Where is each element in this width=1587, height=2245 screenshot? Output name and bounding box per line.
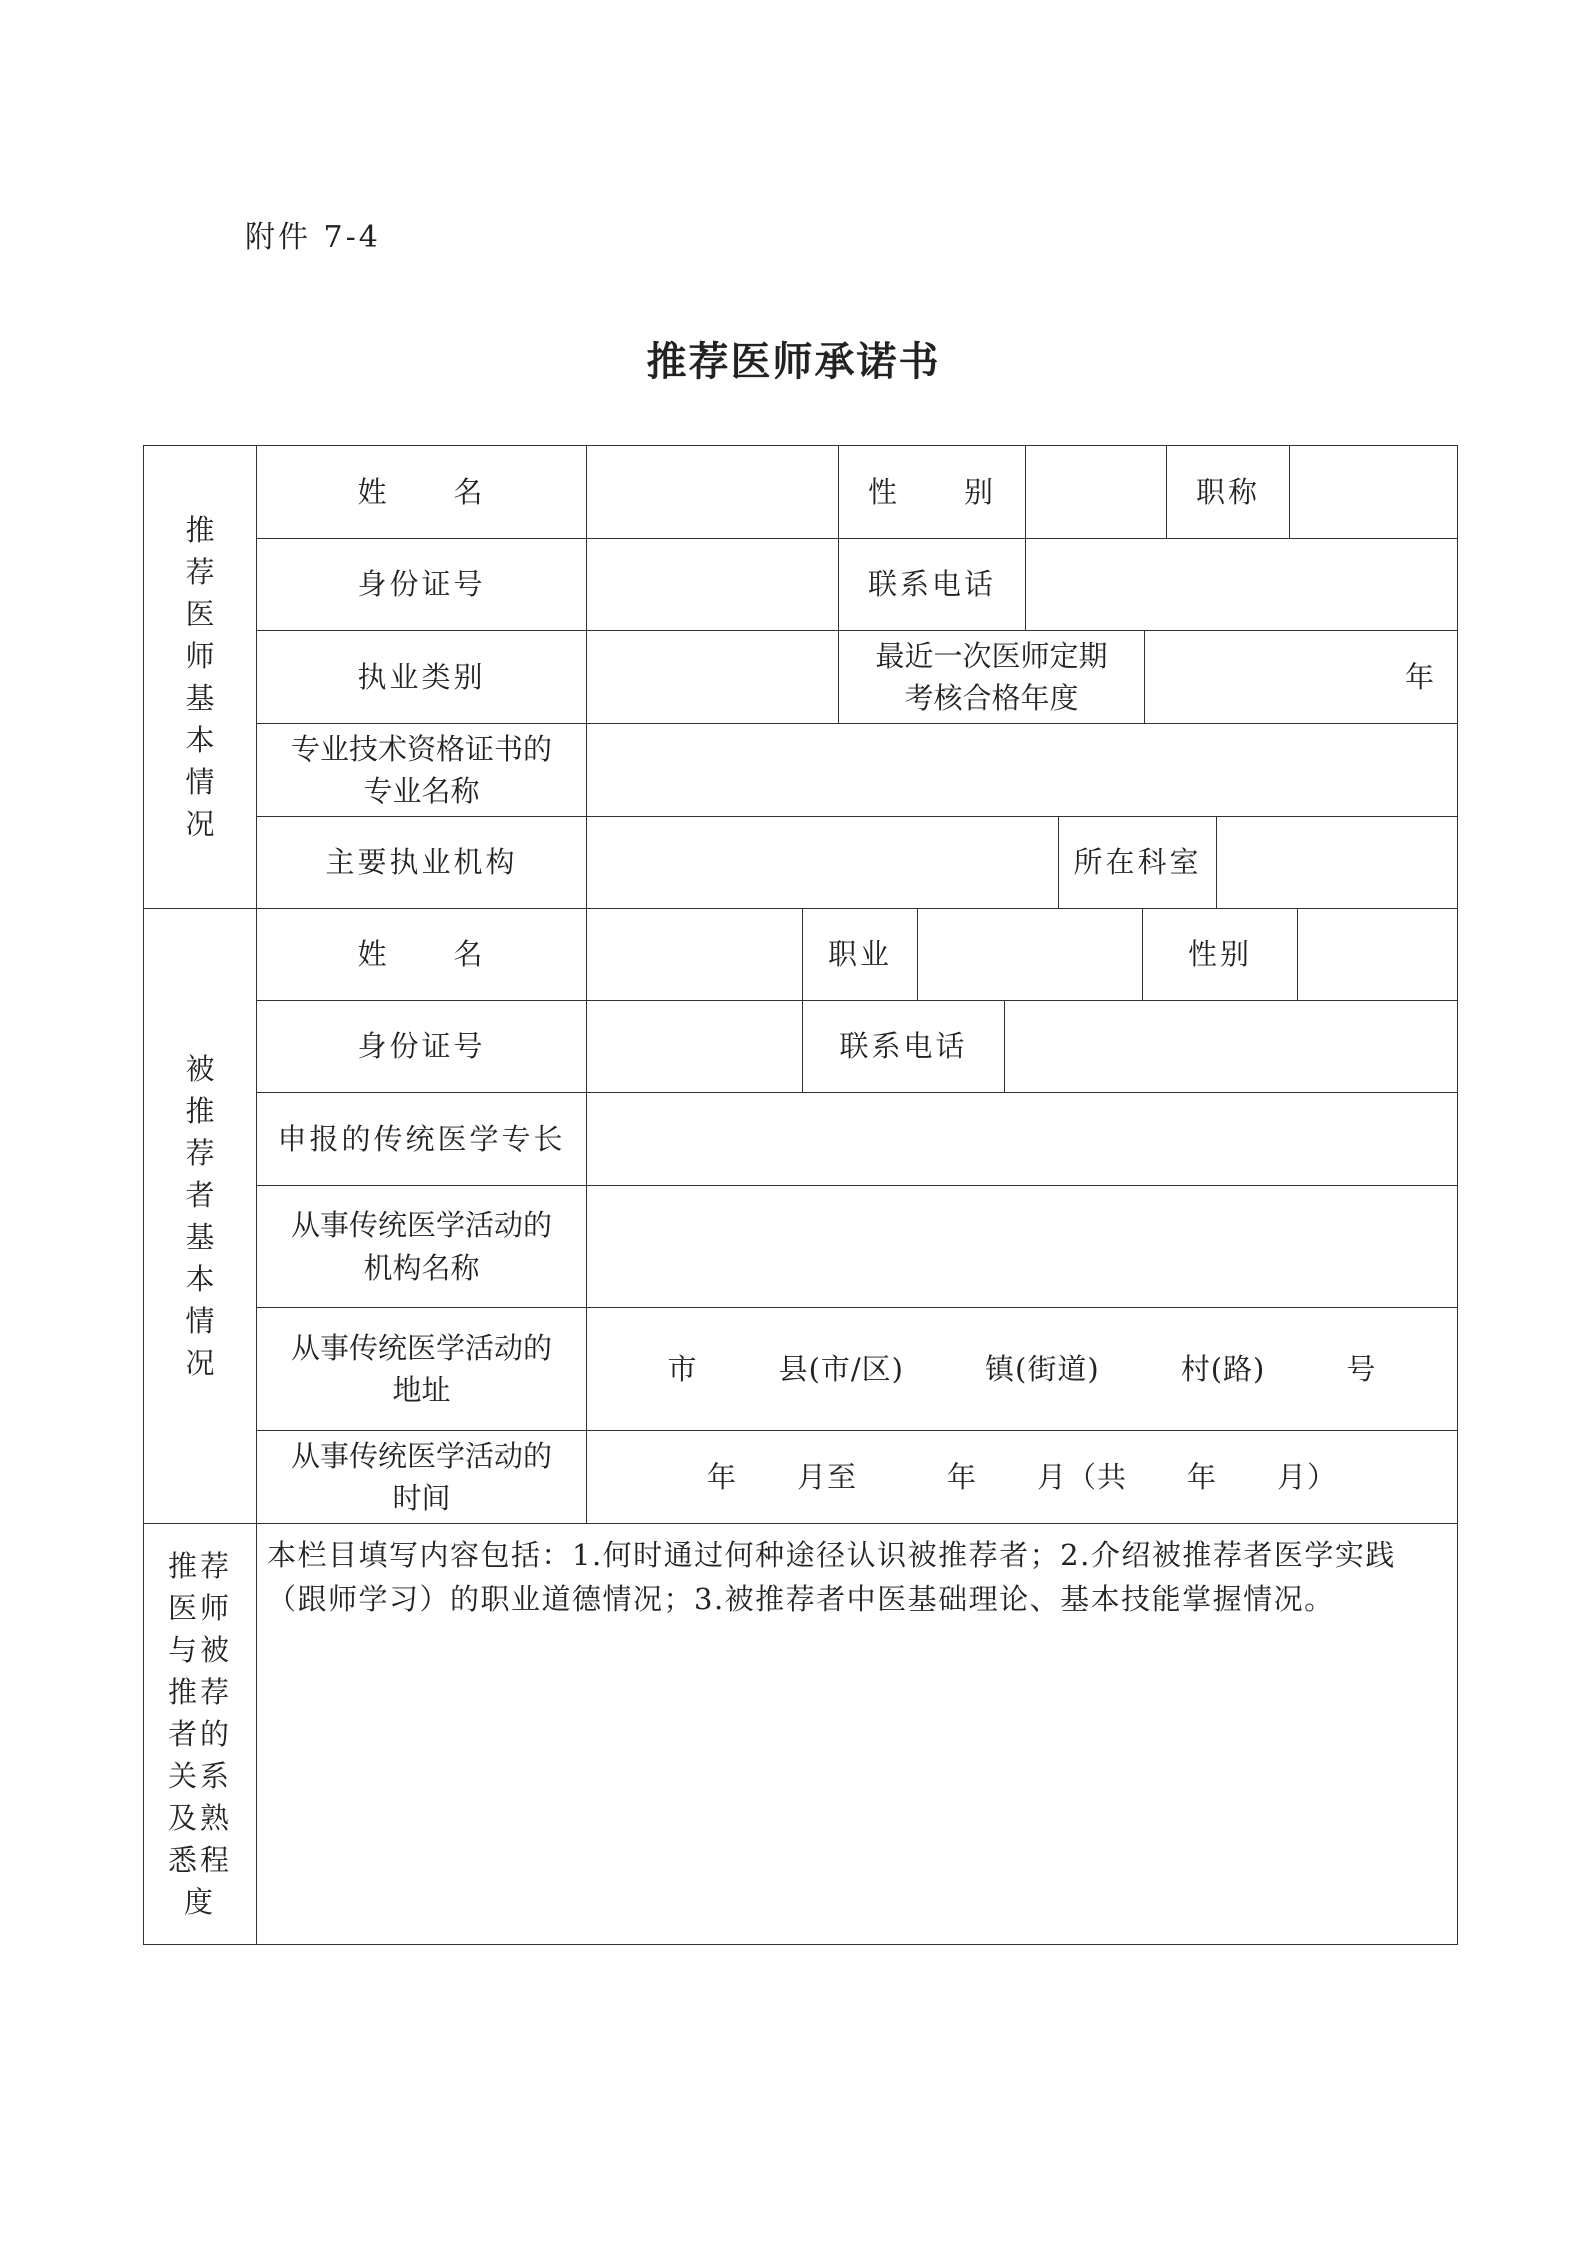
recommender-gender-field[interactable] [1025,445,1167,539]
label-char: 本 [185,1262,215,1297]
label-char: 况 [185,807,215,842]
label-char: 基 [185,681,215,715]
label-pair: 医师 [167,1590,232,1625]
cert-field[interactable] [586,723,1458,817]
label-char: 情 [185,1304,215,1339]
cert-label [256,723,587,817]
institution-field[interactable] [586,816,1059,909]
label-char: 医 [185,596,215,631]
relationship-field[interactable] [256,1523,1458,1945]
address-field[interactable] [586,1307,1458,1431]
label-pair: 推荐 [167,1674,232,1709]
occupation-label: 职业 [802,908,918,1001]
label-char: 情 [185,765,215,800]
recommender-name-label: 姓 名 [256,445,587,539]
department-field[interactable] [1216,816,1458,909]
label-pair: 及熟 [167,1801,232,1836]
recommender-section-label [143,445,257,909]
label-char: 基 [185,1220,215,1254]
department-label: 所在科室 [1058,816,1217,909]
label-pair: 度 [183,1885,216,1920]
last-review-line1: 最近一次医师定期 [875,638,1108,673]
address-line2: 地址 [392,1373,451,1407]
org-line1: 从事传统医学活动的 [290,1208,552,1243]
label-pair: 悉程 [167,1843,232,1878]
practice-category-label: 执业类别 [256,630,587,724]
recommended-id-label: 身份证号 [256,1000,587,1093]
last-review-label [838,630,1145,724]
addr-number: 号 [1346,1351,1377,1386]
cert-line1: 专业技术资格证书的 [290,731,552,766]
recommended-phone-label: 联系电话 [802,1000,1005,1093]
recommended-name-field[interactable] [586,908,803,1001]
label-char: 师 [185,638,215,673]
label-pair: 者的 [167,1716,232,1751]
label-pair: 推荐 [167,1548,232,1583]
recommender-name-field[interactable] [586,445,839,539]
recommender-id-field[interactable] [586,538,839,631]
label-char: 者 [185,1177,215,1212]
label-char: 况 [185,1346,215,1381]
addr-village: 村(路) [1180,1351,1266,1386]
occupation-field[interactable] [917,908,1143,1001]
recommended-gender-field[interactable] [1297,908,1458,1001]
recommender-title-label: 职称 [1166,445,1290,539]
label-char: 推 [185,1093,215,1128]
specialty-label: 申报的传统医学专长 [256,1092,587,1186]
relationship-section-label [143,1523,257,1945]
label-char: 推 [185,512,215,547]
last-review-line2: 考核合格年度 [904,681,1079,715]
org-line2: 机构名称 [363,1250,480,1285]
recommended-section-label [143,908,257,1524]
address-line1: 从事传统医学活动的 [290,1330,552,1365]
recommended-gender-label: 性别 [1142,908,1298,1001]
attachment-label: 附件 7-4 [245,220,381,255]
addr-town: 镇(街道) [985,1351,1100,1386]
recommender-phone-label: 联系电话 [838,538,1026,631]
label-char: 被 [185,1051,215,1086]
label-char: 本 [185,723,215,758]
recommender-phone-field[interactable] [1025,538,1458,631]
recommender-title-field[interactable] [1289,445,1458,539]
time-line2: 时间 [392,1481,451,1515]
last-review-year-field[interactable] [1144,630,1458,724]
label-char: 荐 [185,1135,215,1170]
addr-county: 县(市/区) [778,1351,904,1386]
year-unit: 年 [1404,659,1437,694]
org-label [256,1185,587,1308]
institution-label: 主要执业机构 [256,816,587,909]
time-line1: 从事传统医学活动的 [290,1438,552,1473]
practice-category-field[interactable] [586,630,839,724]
page-title: 推荐医师承诺书 [646,338,941,385]
time-label [256,1430,587,1524]
specialty-field[interactable] [586,1092,1458,1186]
time-field[interactable] [586,1430,1458,1524]
time-value: 年 月至 年 月（共 年 月） [706,1459,1337,1494]
label-char: 荐 [185,554,215,589]
recommended-name-label: 姓 名 [256,908,587,1001]
cert-line2: 专业名称 [363,774,480,808]
addr-city: 市 [667,1351,698,1386]
relationship-instruction: 本栏目填写内容包括：1.何时通过何种途径认识被推荐者；2.介绍被推荐者医学实践（跟师学习）的职业道德情况；3.被推荐者中医基础理论、基本技能掌握情况。 [267,1538,1396,1616]
recommended-id-field[interactable] [586,1000,803,1093]
address-label [256,1307,587,1431]
label-pair: 关系 [167,1759,232,1794]
recommended-phone-field[interactable] [1004,1000,1458,1093]
org-field[interactable] [586,1185,1458,1308]
recommender-id-label: 身份证号 [256,538,587,631]
recommender-gender-label: 性 别 [838,445,1026,539]
label-pair: 与被 [167,1632,232,1667]
